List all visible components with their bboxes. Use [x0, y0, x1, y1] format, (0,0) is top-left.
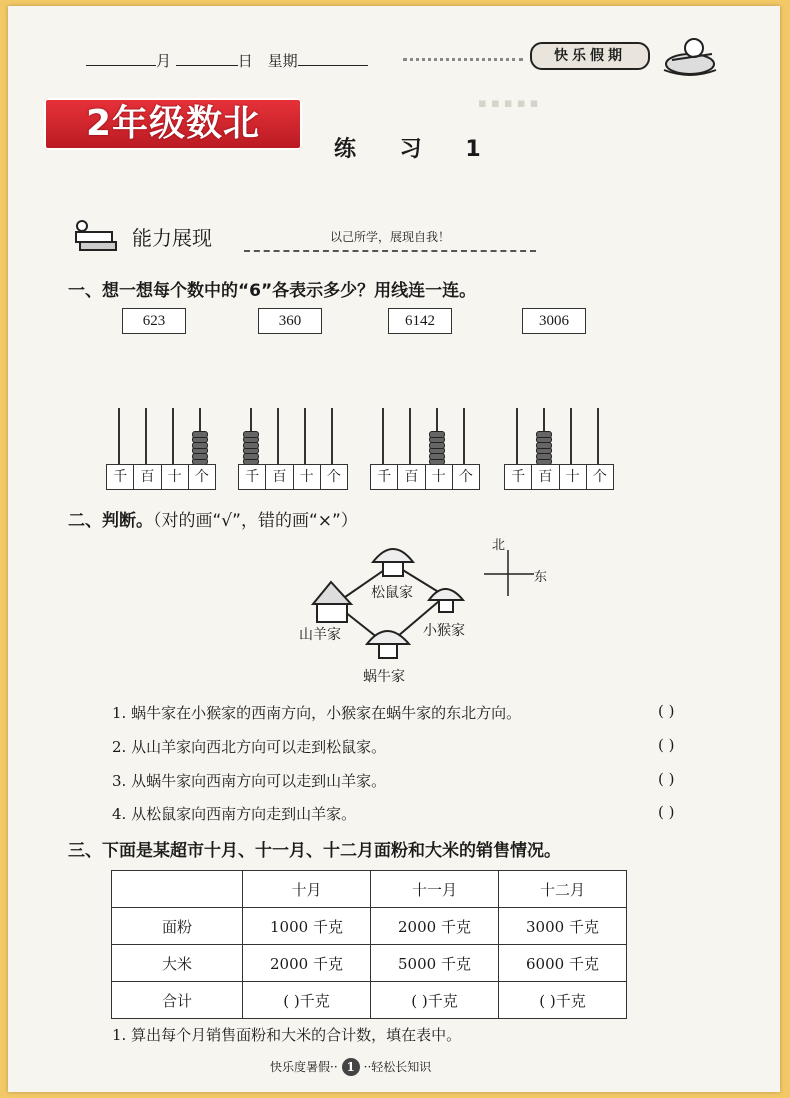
abacus-rod [118, 408, 120, 466]
place-value-labels [238, 464, 348, 490]
place-value-cell: 十 [560, 465, 587, 489]
sales-table [111, 870, 627, 1019]
table-cell: 1000 千克 [243, 908, 371, 945]
north-label: 北 [492, 538, 506, 553]
day-blank[interactable] [176, 51, 238, 66]
table-cell: 3000 千克 [499, 908, 627, 945]
abacus-bead [429, 431, 445, 438]
total-blank-cell[interactable]: ( )千克 [499, 982, 627, 1019]
abacus [504, 406, 614, 490]
date-line [86, 50, 368, 71]
goat-home-label: 山羊家 [299, 627, 341, 643]
table-cell: 2000 千克 [243, 945, 371, 982]
abacus-rod [331, 408, 333, 466]
place-value-cell: 千 [107, 465, 134, 489]
statement-3: 3. 从蜗牛家向西南方向可以走到山羊家。 [112, 772, 387, 790]
number-box: 360 [258, 308, 322, 334]
question-1: 一、想一想每个数中的“6”各表示多少？用线连一连。 [68, 281, 477, 301]
place-value-cell: 千 [239, 465, 266, 489]
statement-1: 1. 蜗牛家在小猴家的西南方向，小猴家在蜗牛家的东北方向。 [112, 704, 522, 722]
dotted-divider [403, 58, 523, 65]
answer-blank-2[interactable]: ( ) [658, 736, 675, 754]
mascot-icon [658, 30, 722, 80]
table-header-row [112, 871, 627, 908]
grade-banner: 2年级数北 [44, 98, 302, 150]
abacus-rod [277, 408, 279, 466]
place-value-cell: 十 [426, 465, 453, 489]
table-row [112, 945, 627, 982]
number-box: 3006 [522, 308, 586, 334]
page-number: 1 [342, 1058, 360, 1076]
total-blank-cell[interactable]: ( )千克 [243, 982, 371, 1019]
answer-blank-3[interactable]: ( ) [658, 770, 675, 788]
abacus-rod [570, 408, 572, 466]
monkey-home-label: 小猴家 [423, 623, 465, 639]
abacus-rod [463, 408, 465, 466]
table-row [112, 982, 627, 1019]
abacus-rod [304, 408, 306, 466]
sub-question-1: 1. 算出每个月销售面粉和大米的合计数，填在表中。 [112, 1026, 462, 1044]
place-value-cell: 个 [592, 469, 607, 485]
row-header: 面粉 [112, 908, 243, 945]
abacus [106, 406, 216, 490]
abacus-bead [192, 431, 208, 438]
place-value-cell: 百 [398, 465, 425, 489]
abacus-bead [243, 431, 259, 438]
statement-4: 4. 从松鼠家向西南方向走到山羊家。 [112, 805, 357, 823]
column-header: 十二月 [499, 871, 627, 908]
footer-right: ··轻松长知识 [363, 1060, 432, 1074]
place-value-labels [504, 464, 614, 490]
place-value-cell: 个 [458, 469, 473, 485]
weekday-label: 星期 [267, 52, 298, 70]
number-box: 623 [122, 308, 186, 334]
answer-blank-1[interactable]: ( ) [658, 702, 675, 720]
footer-left: 快乐度暑假·· [270, 1060, 338, 1074]
place-value-cell: 个 [326, 469, 341, 485]
place-value-labels [106, 464, 216, 490]
table-cell: 2000 千克 [371, 908, 499, 945]
number-box: 6142 [388, 308, 452, 334]
abacus-rod [516, 408, 518, 466]
table-corner [112, 871, 243, 908]
abacus-rod [382, 408, 384, 466]
section-title: 能力展现 [132, 226, 212, 250]
question-2-note: （对的画“√”，错的画“×”） [153, 511, 358, 531]
abacus-rod [172, 408, 174, 466]
place-value-cell: 千 [505, 465, 532, 489]
question-3: 三、下面是某超市十月、十一月、十二月面粉和大米的销售情况。 [68, 841, 561, 861]
books-icon [68, 218, 124, 254]
worksheet-page [8, 6, 780, 1092]
snail-home-label: 蜗牛家 [363, 669, 405, 685]
abacus-bead [536, 431, 552, 438]
weekday-blank[interactable] [298, 51, 368, 66]
squirrel-home-label: 松鼠家 [371, 585, 413, 601]
place-value-labels [370, 464, 480, 490]
place-value-cell: 千 [371, 465, 398, 489]
month-label: 月 [156, 52, 172, 70]
section-underline [244, 250, 536, 252]
day-label: 日 [237, 52, 253, 70]
exercise-title: 练 习 1 [334, 137, 499, 162]
place-value-cell: 百 [134, 465, 161, 489]
question-2 [68, 506, 358, 531]
column-header: 十一月 [371, 871, 499, 908]
section-header [68, 218, 538, 254]
place-value-cell: 百 [266, 465, 293, 489]
east-label: 东 [534, 570, 548, 585]
total-blank-cell[interactable]: ( )千克 [371, 982, 499, 1019]
abacus-rod [145, 408, 147, 466]
table-cell: 6000 千克 [499, 945, 627, 982]
table-row [112, 908, 627, 945]
answer-blank-4[interactable]: ( ) [658, 803, 675, 821]
abacus [370, 406, 480, 490]
statement-2: 2. 从山羊家向西北方向可以走到松鼠家。 [112, 738, 387, 756]
section-motto: 以己所学，展现自我！ [330, 230, 451, 244]
month-blank[interactable] [86, 51, 156, 66]
table-cell: 5000 千克 [371, 945, 499, 982]
compass [478, 534, 548, 604]
abacus-rod [597, 408, 599, 466]
abacus-rod [409, 408, 411, 466]
bleed-through-text: ▪ ▪ ▪ ▪ ▪ [478, 96, 539, 111]
row-header: 合计 [112, 982, 243, 1019]
place-value-cell: 十 [294, 465, 321, 489]
abacus [238, 406, 348, 490]
page-footer [270, 1058, 431, 1076]
question-2-label: 二、判断。 [68, 511, 153, 531]
row-header: 大米 [112, 945, 243, 982]
series-badge: 快乐假期 [530, 42, 650, 70]
place-value-cell: 百 [532, 465, 559, 489]
place-value-cell: 个 [194, 469, 209, 485]
column-header: 十月 [243, 871, 371, 908]
place-value-cell: 十 [162, 465, 189, 489]
